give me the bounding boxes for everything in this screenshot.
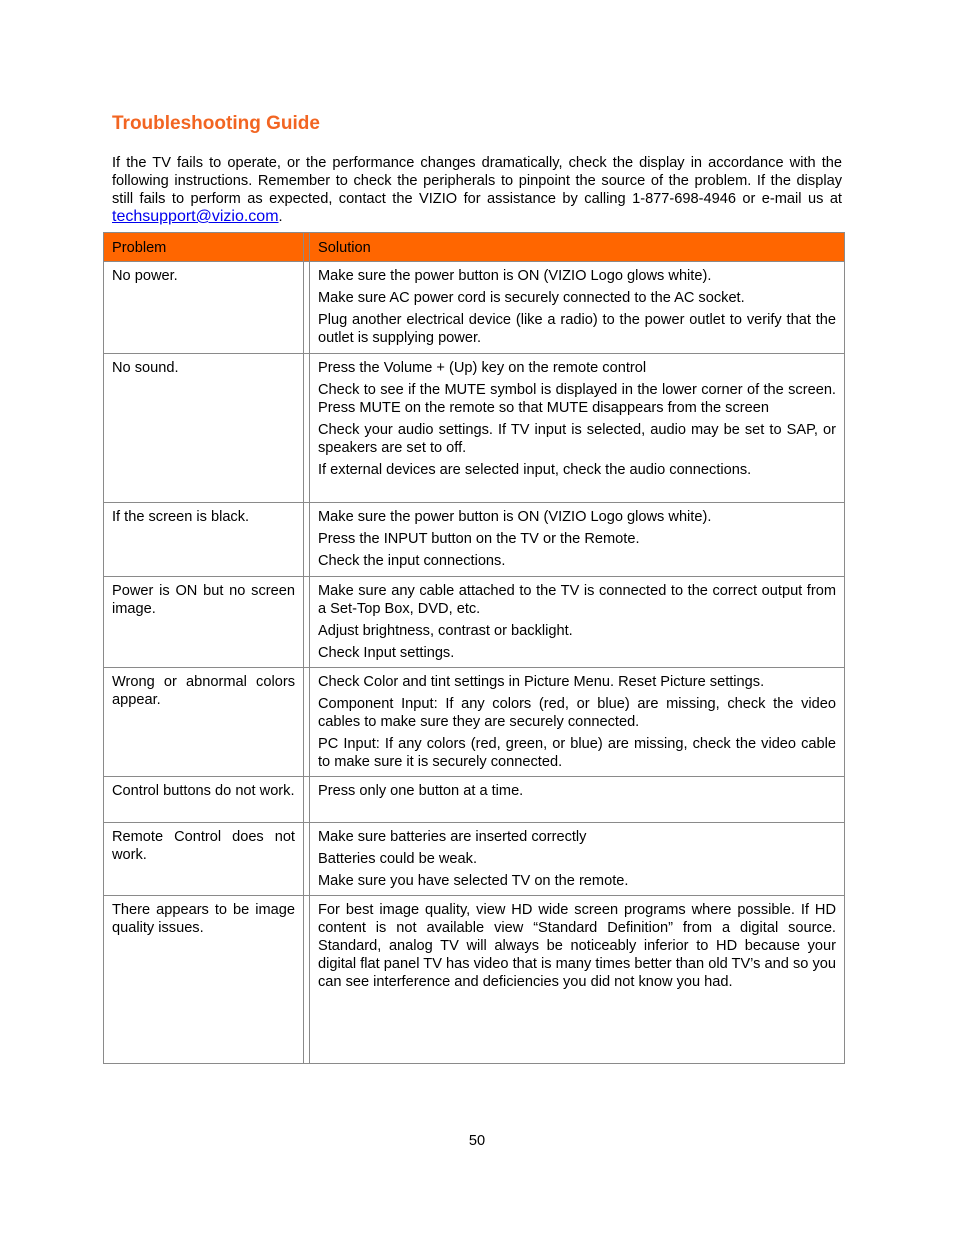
solution-line: Check the input connections. [318,553,506,569]
header-solution: Solution [310,233,845,262]
table-header-row [104,233,845,262]
table-row [104,896,845,1064]
solution-line: Plug another electrical device (like a radio) to the power outlet to verify that the outlet is supplying power. [318,312,836,346]
solution-line: Make sure any cable attached to the TV is connected to the correct output from a Set-Top Box, DVD, etc. [318,583,836,617]
solution-line: Make sure batteries are inserted correctly [318,829,587,845]
table-row [104,354,845,503]
table-row [104,668,845,777]
intro-text: If the TV fails to operate, or the performance changes dramatically, check the display in accordance with the following instructions. Remember to check the peripherals to pinpoint the source of the problem. If the display still fails to perform as expected, contact the VIZIO for assistance by calling 1-877-698-4946 or e-mail us at [112,155,842,207]
page-title: Troubleshooting Guide [112,113,320,134]
support-email-link[interactable]: techsupport@vizio.com [112,208,279,225]
troubleshooting-table [103,232,845,1064]
solution-cell [310,503,845,577]
solution-line: Press the Volume + (Up) key on the remote control [318,360,647,376]
solution-line: If external devices are selected input, check the audio connections. [318,462,752,478]
solution-line: Check Color and tint settings in Picture Menu. Reset Picture settings. [318,674,765,690]
solution-line: PC Input: If any colors (red, green, or blue) are missing, check the video cable to make sure it is securely connected. [318,736,836,770]
solution-line: Make sure you have selected TV on the remote. [318,873,629,889]
problem-cell: Control buttons do not work. [104,777,304,823]
solution-cell [310,823,845,896]
solution-line: Make sure the power button is ON (VIZIO Logo glows white). [318,509,712,525]
solution-line: Adjust brightness, contrast or backlight. [318,623,573,639]
intro-end: . [278,209,283,225]
problem-cell: If the screen is black. [104,503,304,577]
problem-cell: No power. [104,262,304,354]
table-body [104,262,845,1064]
solution-line: Make sure AC power cord is securely connected to the AC socket. [318,290,745,306]
solution-cell [310,354,845,503]
solution-cell [310,577,845,668]
header-problem: Problem [104,233,304,262]
solution-line: Component Input: If any colors (red, or blue) are missing, check the video cables to make sure they are securely connected. [318,696,836,730]
table-row [104,503,845,577]
table-row [104,823,845,896]
solution-line: Check your audio settings. If TV input is selected, audio may be set to SAP, or speakers are set to off. [318,422,836,456]
problem-cell: Remote Control does not work. [104,823,304,896]
solution-line: Check to see if the MUTE symbol is displayed in the lower corner of the screen. Press MUTE on the remote so that MUTE disappears from the screen [318,382,836,416]
problem-cell: No sound. [104,354,304,503]
problem-cell: There appears to be image quality issues. [104,896,304,1064]
solution-cell [310,668,845,777]
page-number: 50 [468,1133,486,1149]
solution-line: Press only one button at a time. [318,783,524,799]
table-row [104,577,845,668]
solution-line: Check Input settings. [318,645,455,661]
table-row [104,262,845,354]
solution-cell [310,777,845,823]
table-row [104,777,845,823]
solution-line: For best image quality, view HD wide screen programs where possible. If HD content is not available view “Standard Definition” from a digital source. Standard, analog TV will always be noticeably inferior to HD because your digital flat panel TV has video that is many times better than old TV’s and so you can see interference and deficiencies you did not know you had. [318,902,836,990]
solution-line: Make sure the power button is ON (VIZIO Logo glows white). [318,268,712,284]
solution-cell [310,262,845,354]
solution-line: Press the INPUT button on the TV or the Remote. [318,531,640,547]
solution-line: Batteries could be weak. [318,851,477,867]
intro-paragraph [112,154,842,226]
problem-cell: Wrong or abnormal colors appear. [104,668,304,777]
solution-cell [310,896,845,1064]
problem-cell: Power is ON but no screen image. [104,577,304,668]
